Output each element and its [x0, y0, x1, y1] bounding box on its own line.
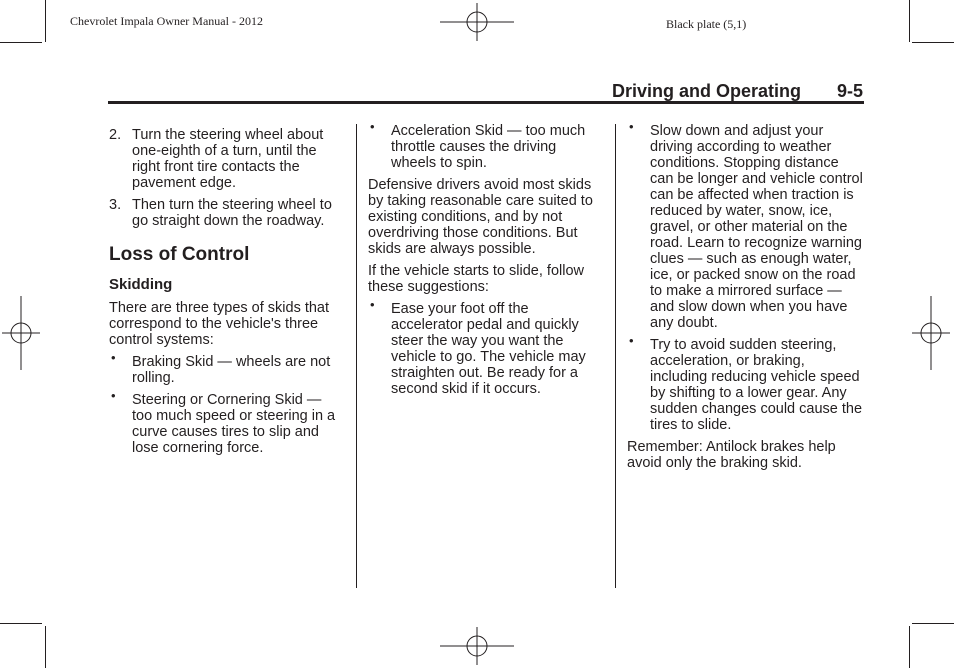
crop-mark: [0, 623, 42, 624]
column-divider: [615, 124, 616, 588]
paragraph: Defensive drivers avoid most skids by taking reasonable care suited to existing conditions, and by not overdriving those conditions. But skids are always possible.: [368, 177, 593, 257]
registration-mark-icon: [2, 296, 40, 370]
bullet-item: [368, 297, 600, 397]
bullet-text: Try to avoid sudden steering, acceleration, or braking, including reducing vehicle speed by shifting to a lower gear. Any sudden changes could cause the tires to slide.: [650, 337, 863, 433]
column-2: [368, 119, 600, 403]
bullet-item: [627, 119, 865, 331]
crop-mark: [912, 42, 954, 43]
bullet-text: Acceleration Skid — too much throttle causes the driving wheels to spin.: [391, 123, 586, 171]
slug-right: Black plate (5,1): [666, 17, 747, 31]
slug-left: Chevrolet Impala Owner Manual - 2012: [70, 14, 263, 28]
bullet-icon: •: [629, 119, 634, 134]
bullet-icon: •: [370, 119, 375, 134]
paragraph: There are three types of skids that correspond to the vehicle's three control systems:: [109, 300, 330, 348]
subsection-heading: Skidding: [109, 276, 173, 293]
crop-mark: [0, 42, 42, 43]
bullet-icon: •: [111, 388, 116, 403]
bullet-item: [368, 119, 600, 171]
column-3: [627, 119, 865, 477]
registration-mark-icon: [440, 3, 514, 41]
page-number: 9-5: [837, 81, 864, 101]
crop-mark: [909, 0, 910, 42]
step-text: Turn the steering wheel about one-eighth of a turn, until the right front tire contacts the pavement edge.: [132, 127, 324, 191]
registration-mark-icon: [440, 627, 514, 665]
paragraph: If the vehicle starts to slide, follow these suggestions:: [368, 263, 584, 295]
column-divider: [356, 124, 357, 588]
bullet-text: Braking Skid — wheels are not rolling.: [132, 354, 331, 386]
section-title: Driving and Operating: [612, 81, 802, 101]
crop-mark: [909, 626, 910, 668]
crop-mark: [45, 626, 46, 668]
bullet-icon: •: [370, 297, 375, 312]
crop-mark: [45, 0, 46, 42]
bullet-text: Steering or Cornering Skid — too much speed or steering in a curve causes tires to slip and lose cornering force.: [132, 392, 336, 456]
bullet-item: [109, 388, 345, 456]
step-number: 3.: [109, 197, 122, 213]
column-1: [109, 127, 345, 462]
numbered-step: [109, 197, 345, 229]
bullet-icon: •: [629, 333, 634, 348]
step-text: Then turn the steering wheel to go straight down the roadway.: [132, 197, 332, 229]
bullet-item: [109, 350, 345, 386]
crop-mark: [912, 623, 954, 624]
step-number: 2.: [109, 127, 122, 143]
bullet-text: Slow down and adjust your driving according to weather conditions. Stopping distance can be longer and vehicle control can be affected when traction is reduced by water, snow, ice, gravel, or other material on the road. Learn to recognize warning clues — such as enough water, ice, or packed snow on the road to make a mirrored surface — and slow down when you have any doubt.: [650, 123, 863, 331]
registration-mark-icon: [912, 296, 950, 370]
bullet-item: [627, 333, 865, 433]
bullet-text: Ease your foot off the accelerator pedal and quickly steer the way you want the vehicle to go. The vehicle may straighten out. Be ready for a second skid if it occurs.: [391, 301, 586, 397]
paragraph: Remember: Antilock brakes help avoid only the braking skid.: [627, 439, 836, 471]
section-heading: Loss of Control: [109, 244, 250, 265]
numbered-step: [109, 127, 345, 191]
header-rule: [108, 101, 864, 104]
bullet-icon: •: [111, 350, 116, 365]
